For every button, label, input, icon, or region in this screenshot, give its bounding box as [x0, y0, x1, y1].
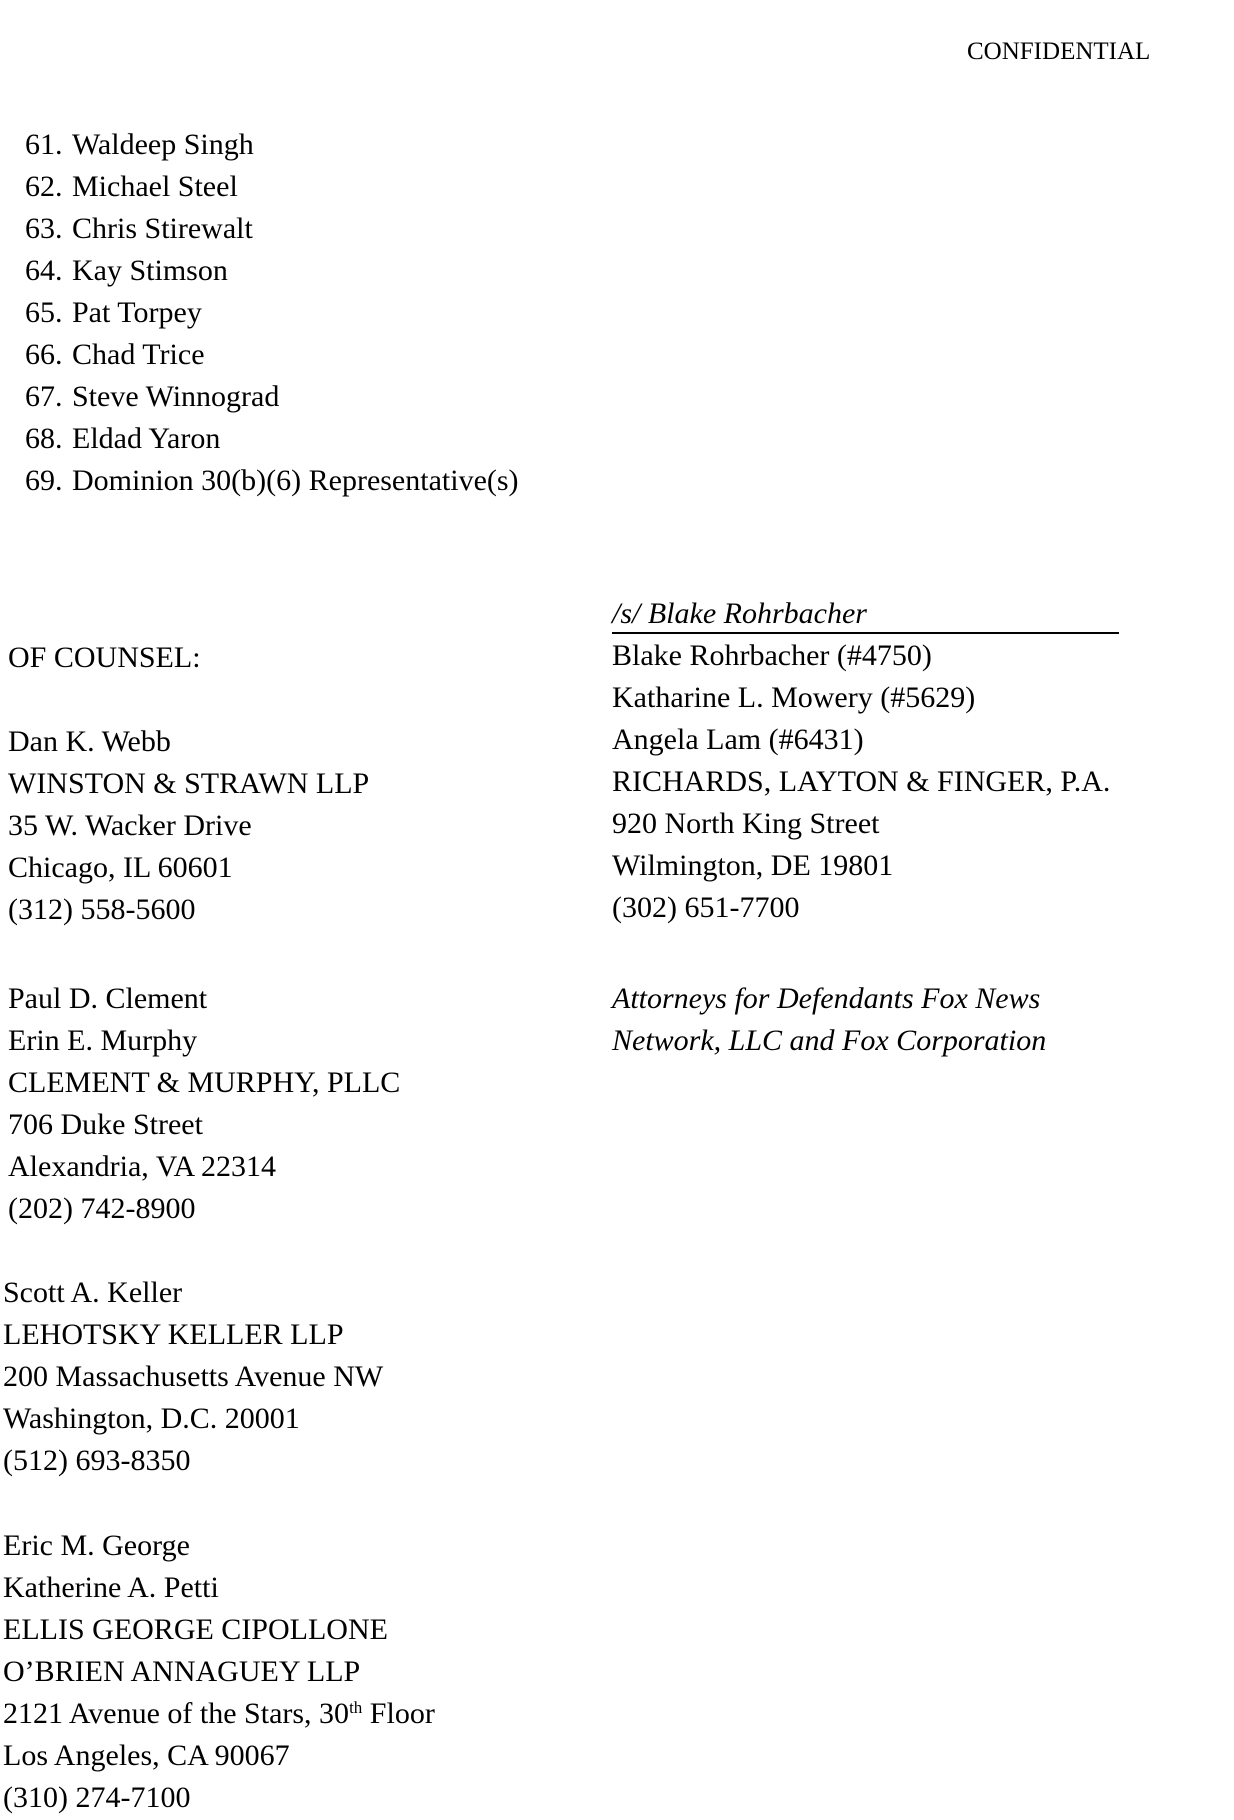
attorneys-for: Attorneys for Defendants Fox News Network, LLC and Fox Corporation [612, 982, 1047, 1057]
list-item: 63. Chris Stirewalt [25, 212, 253, 245]
counsel-group: Paul D. Clement Erin E. Murphy CLEMENT & MURPHY, PLLC 706 Duke Street Alexandria, VA 22314 (202) 742-8900 [8, 982, 401, 1225]
address-line: 2121 Avenue of the Stars, 30th Floor [3, 1697, 435, 1730]
list-item: 69. Dominion 30(b)(6) Representative(s) [25, 464, 519, 497]
list-item: 68. Eldad Yaron [25, 422, 221, 455]
witness-list [25, 124, 519, 502]
list-item: 66. Chad Trice [25, 338, 205, 371]
address-line: Wilmington, DE 19801 [612, 849, 894, 882]
signature-line: /s/ Blake Rohrbacher [612, 596, 1119, 634]
attorney-line: Katharine L. Mowery (#5629) [612, 681, 976, 714]
signature-block [612, 593, 1119, 929]
counsel-group: Eric M. George Katherine A. Petti ELLIS GEORGE CIPOLLONE O’BRIEN ANNAGUEY LLP 2121 Avenue of the Stars, 30th Floor Los Angeles, CA 90067 (310) 274-7100 [3, 1529, 435, 1814]
list-item: 64. Kay Stimson [25, 254, 228, 287]
list-item: 67. Steve Winnograd [25, 380, 280, 413]
confidential-label: CONFIDENTIAL [967, 38, 1151, 65]
counsel-group: Scott A. Keller LEHOTSKY KELLER LLP 200 Massachusetts Avenue NW Washington, D.C. 20001 (512) 693-8350 [3, 1276, 384, 1477]
list-item: 61. Waldeep Singh [25, 128, 254, 161]
firm-name: RICHARDS, LAYTON & FINGER, P.A. [612, 765, 1111, 798]
attorney-line: Angela Lam (#6431) [612, 723, 864, 756]
address-line: 920 North King Street [612, 807, 880, 840]
of-counsel-heading: OF COUNSEL: [8, 641, 201, 674]
list-item: 65. Pat Torpey [25, 296, 202, 329]
counsel-group: Dan K. Webb WINSTON & STRAWN LLP 35 W. Wacker Drive Chicago, IL 60601 (312) 558-5600 [8, 725, 370, 926]
phone-line: (302) 651-7700 [612, 891, 800, 924]
list-item: 62. Michael Steel [25, 170, 238, 203]
attorney-line: Blake Rohrbacher (#4750) [612, 639, 932, 672]
